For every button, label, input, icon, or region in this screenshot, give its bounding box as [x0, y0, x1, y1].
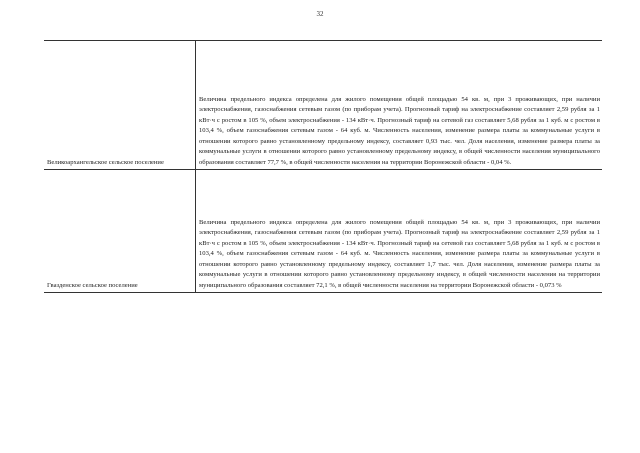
municipality-name: Гвазденское сельское поселение — [47, 282, 138, 289]
table-row — [44, 170, 602, 293]
municipality-name: Великоархангельское сельское поселение — [47, 159, 164, 166]
municipality-name-cell — [44, 170, 196, 293]
index-description: Величина предельного индекса определена для жилого помещения общей площадью 54 кв. м, при 3 проживающих, при наличии электроснабжения, газоснабжения сетевым газом (по приборам учета). Прогнозный тариф на электроснабжение составляет 2,59 рубля за 1 кВт·ч с ростом в 105 %, объем электроснабжения - 134 кВт·ч. Прогнозный тариф на сетевой газ составляет 5,68 рубля за 1 куб. м с ростом в 103,4 %, объем газоснабжения сетевым газом - 64 куб. м. Численность населения, изменение размера платы за коммунальные услуги в отношении которого равно установленному предельному индексу, составляет 1,7 тыс. чел. Доля населения, изменение размера платы за коммунальные услуги в отношении которого равно установленному предельному индексу, в общей численности населения на территории муниципального образования составляет 72,1 %, в общей численности населения на территории Воронежской области - 0,073 % — [199, 218, 600, 289]
index-description-cell — [196, 41, 603, 170]
municipality-index-table — [44, 40, 602, 293]
index-description-cell — [196, 170, 603, 293]
municipality-name-cell — [44, 41, 196, 170]
table-row — [44, 41, 602, 170]
index-description: Величина предельного индекса определена для жилого помещения общей площадью 54 кв. м, при 3 проживающих, при наличии электроснабжения, газоснабжения сетевым газом (по приборам учета). Прогнозный тариф на электроснабжение составляет 2,59 рубля за 1 кВт·ч с ростом в 105 %, объем электроснабжения - 134 кВт·ч. Прогнозный тариф на сетевой газ составляет 5,68 рубля за 1 куб. м с ростом в 103,4 %, объем газоснабжения сетевым газом - 64 куб. м. Численность населения, изменение размера платы за коммунальные услуги в отношении которого равно установленному предельному индексу, составляет 0,93 тыс. чел. Доля населения, изменение размера платы за коммунальные услуги в отношении которого равно установленному предельному индексу, в общей численности населения муниципального образования составляет 77,7 %, в общей численности населения на территории Воронежской области - 0,04 %. — [199, 95, 600, 166]
page-number: 32 — [316, 10, 324, 18]
